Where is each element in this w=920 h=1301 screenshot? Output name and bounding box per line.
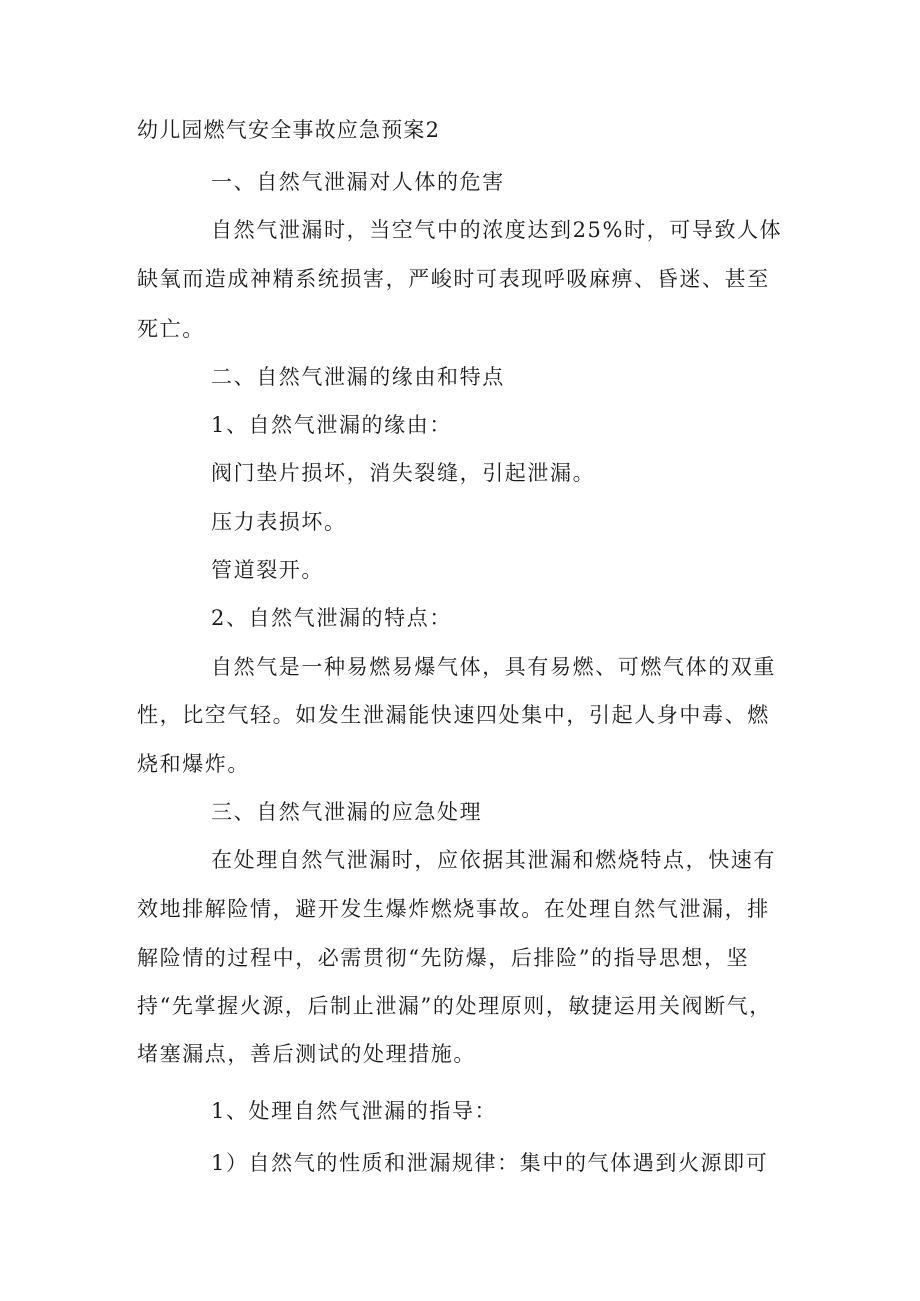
document-title: 幼儿园燃气安全事故应急预案2 [137,118,441,142]
section-heading: 二、自然气泄漏的缘由和特点 [211,365,505,389]
paragraph-line: 缺氧而造成神精系统损害，严峻时可表现呼吸麻痹、昏迷、甚至 [137,267,770,291]
paragraph-line: 自然气泄漏时，当空气中的浓度达到25%时，可导致人体 [211,218,783,242]
section-heading: 一、自然气泄漏对人体的危害 [211,170,505,194]
list-item: 管道裂开。 [211,558,324,582]
paragraph-line: 在处理自然气泄漏时，应依据其泄漏和燃烧特点，快速有 [211,848,776,872]
list-item: 阀门垫片损坏，消失裂缝，引起泄漏。 [211,461,596,485]
subsection-heading: 2、自然气泄漏的特点： [211,606,452,630]
paragraph-line: 堵塞漏点，善后测试的处理措施。 [137,1042,476,1066]
paragraph-line: 自然气是一种易燃易爆气体，具有易燃、可燃气体的双重 [211,655,776,679]
list-item: 压力表损坏。 [211,510,347,534]
subsection-heading: 1、自然气泄漏的缘由： [211,413,452,437]
paragraph-line: 死亡。 [137,317,205,341]
paragraph-line: 持“先掌握火源，后制止泄漏”的处理原则，敏捷运用关阀断气， [137,994,772,1018]
section-heading: 三、自然气泄漏的应急处理 [211,800,483,824]
paragraph-line: 效地排解险情，避开发生爆炸燃烧事故。在处理自然气泄漏，排 [137,897,770,921]
list-item: 1）自然气的性质和泄漏规律：集中的气体遇到火源即可 [211,1151,769,1175]
paragraph-line: 烧和爆炸。 [137,752,250,776]
paragraph-line: 解险情的过程中，必需贯彻“先防爆，后排险”的指导思想，坚 [137,946,750,970]
subsection-heading: 1、处理自然气泄漏的指导： [211,1099,498,1123]
paragraph-line: 性，比空气轻。如发生泄漏能快速四处集中，引起人身中毒、燃 [137,703,770,727]
